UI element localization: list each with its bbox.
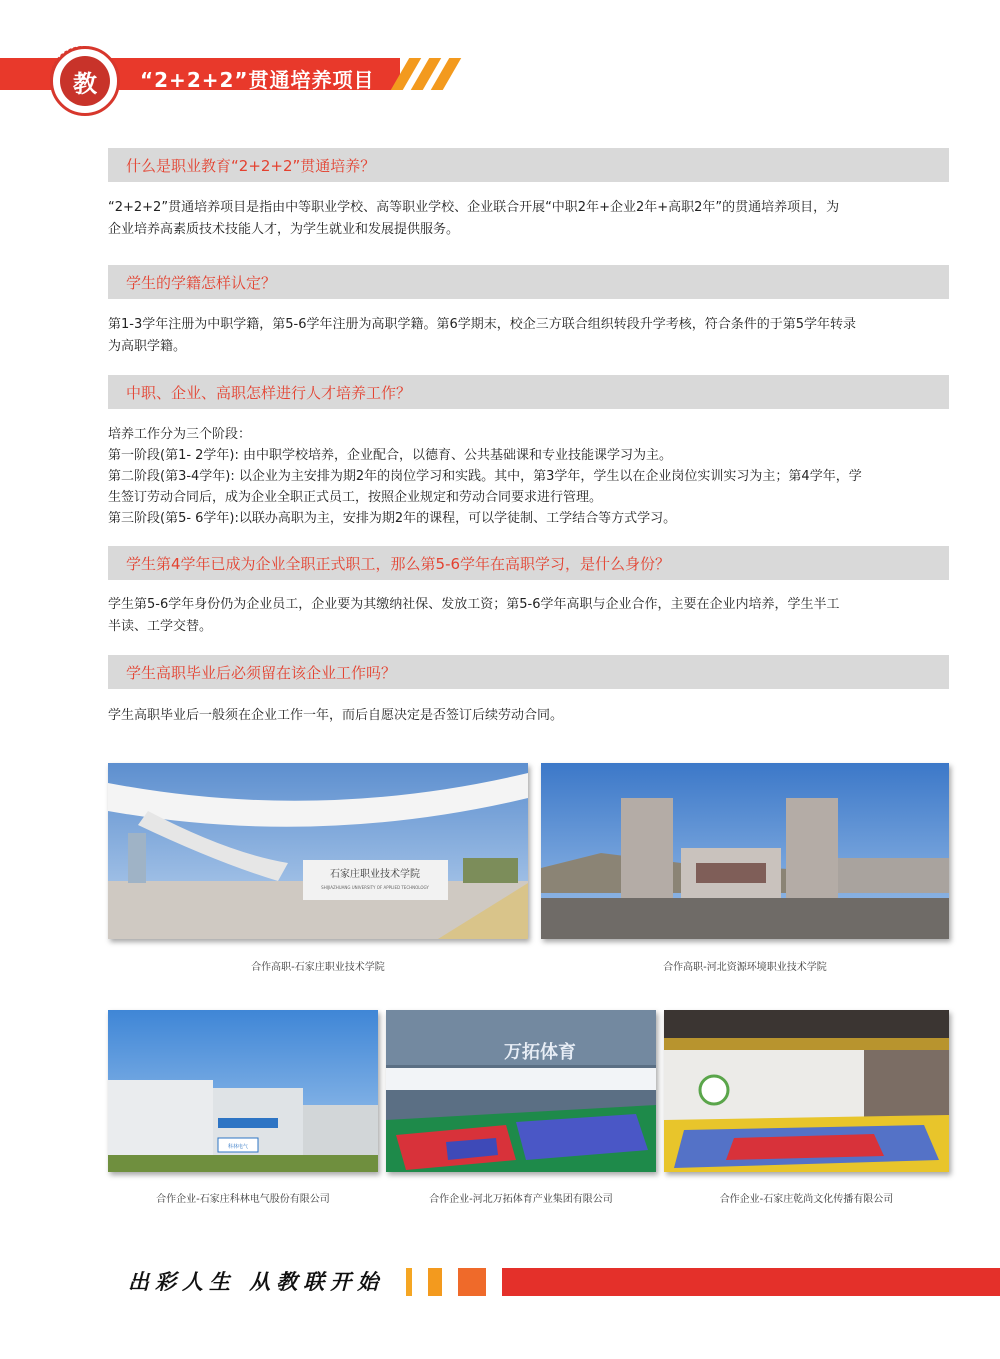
training-room-illustration (664, 1010, 949, 1172)
sports-hall-illustration (386, 1010, 656, 1172)
caption-qianshang-culture: 合作企业-石家庄乾尚文化传播有限公司 (719, 1194, 894, 1205)
section-heading-text: 什么是职业教育“2+2+2”贯通培养？ (126, 157, 376, 175)
footer-accent-bar (428, 1268, 442, 1296)
caption-hebei-resources-college: 合作高职-河北资源环境职业技术学院 (663, 962, 827, 973)
photo-qianshang-culture (664, 1010, 949, 1172)
footer-red-bar (502, 1268, 1000, 1296)
photo-shijiazhuang-college (108, 763, 528, 939)
company-sign-text: 科林电气 (227, 1144, 249, 1150)
body-line: 学生高职毕业后一般须在企业工作一年，而后自愿决定是否签订后续劳动合同。 (108, 708, 564, 723)
school-logo (50, 46, 120, 116)
photo-kelin-electric (108, 1010, 378, 1172)
section-body-training (108, 424, 943, 529)
footer-slogan: 出彩人生 从教联开始 (128, 1269, 385, 1294)
section-heading-text: 学生的学籍怎样认定？ (126, 274, 277, 292)
section-heading-text: 学生第4学年已成为企业全职正式职工，那么第5-6学年在高职学习，是什么身份？ (126, 555, 671, 573)
body-line: 第二阶段(第3-4学年): 以企业为主安排为期2年的岗位学习和实践。其中，第3学年，学生以在企业岗位实训实习为主；第4学年，学 (108, 469, 862, 484)
section-body-what-is (108, 197, 943, 241)
section-body-enrollment (108, 314, 943, 358)
section-heading-after-graduation (108, 655, 949, 689)
photo-wantuo-sports (386, 1010, 656, 1172)
section-heading-text: 学生高职毕业后必须留在该企业工作吗？ (126, 664, 397, 682)
body-line: 生签订劳动合同后，成为企业全职正式员工，按照企业规定和劳动合同要求进行管理。 (108, 490, 603, 505)
body-line: 第三阶段(第5- 6学年):以联办高职为主，安排为期2年的课程，可以学徒制、工学结合等方式学习。 (108, 511, 677, 526)
caption-kelin-electric: 合作企业-石家庄科林电气股份有限公司 (156, 1194, 330, 1205)
college-gate-illustration (541, 763, 949, 939)
page-title: “2+2+2”贯通培养项目 (140, 68, 375, 92)
body-line: 培养工作分为三个阶段： (108, 427, 252, 442)
photo-hebei-resources-college (541, 763, 949, 939)
sign-chinese-text: 石家庄职业技术学院 (330, 869, 420, 880)
section-heading-training (108, 375, 949, 409)
body-line: 企业培养高素质技术技能人才，为学生就业和发展提供服务。 (108, 222, 460, 237)
section-body-after-graduation (108, 705, 943, 727)
body-line: 第1-3学年注册为中职学籍，第5-6学年注册为高职学籍。第6学期末，校企三方联合组织转段升学考核，符合条件的于第5学年转录 (108, 317, 857, 332)
section-body-identity (108, 594, 943, 638)
section-heading-what-is (108, 148, 949, 182)
college-campus-illustration (108, 763, 528, 939)
footer-accent-bar (406, 1268, 412, 1296)
footer-accent-bar (458, 1268, 486, 1296)
sign-english-text: SHIJIAZHUANG UNIVERSITY OF APPLIED TECHNOLOGY (321, 885, 429, 890)
body-line: 为高职学籍。 (108, 339, 187, 354)
body-line: 第一阶段(第1- 2学年): 由中职学校培养，企业配合，以德育、公共基础课和专业技能课学习为主。 (108, 448, 673, 463)
venue-sign-text: 万拓体育 (504, 1042, 576, 1063)
caption-wantuo-sports: 合作企业-河北万拓体育产业集团有限公司 (429, 1194, 613, 1205)
section-heading-enrollment (108, 265, 949, 299)
body-line: 学生第5-6学年身份仍为企业员工，企业要为其缴纳社保、发放工资；第5-6学年高职与企业合作，主要在企业内培养，学生半工 (108, 597, 840, 612)
body-line: 半读、工学交替。 (108, 619, 213, 634)
school-logo-emblem: 教 (60, 56, 110, 106)
caption-shijiazhuang-college: 合作高职-石家庄职业技术学院 (251, 962, 385, 973)
factory-illustration (108, 1010, 378, 1172)
section-heading-identity (108, 546, 949, 580)
body-line: “2+2+2”贯通培养项目是指由中等职业学校、高等职业学校、企业联合开展“中职2年+企业2年+高职2年”的贯通培养项目，为 (108, 200, 840, 215)
section-heading-text: 中职、企业、高职怎样进行人才培养工作？ (126, 384, 412, 402)
